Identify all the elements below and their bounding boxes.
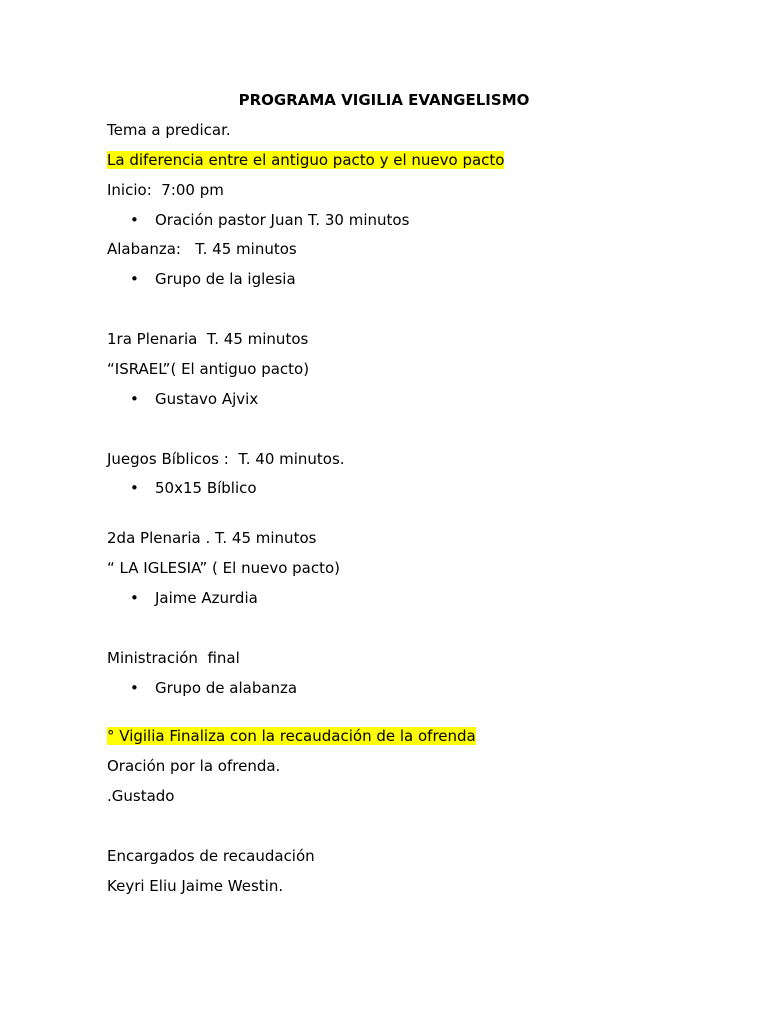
document-title: PROGRAMA VIGILIA EVANGELISMO bbox=[238, 91, 530, 109]
offering-prayer: Oración por la ofrenda. bbox=[107, 757, 281, 775]
topic-label: Tema a predicar. bbox=[107, 121, 231, 139]
collectors-label: Encargados de recaudación bbox=[107, 847, 315, 865]
bullet-icon: • bbox=[130, 589, 139, 607]
worship-group-item: Grupo de la iglesia bbox=[155, 270, 296, 288]
worship-line: Alabanza: T. 45 minutos bbox=[107, 240, 297, 258]
plenary1-theme: “ISRAEL”( El antiguo pacto) bbox=[107, 360, 310, 378]
list-item bbox=[130, 679, 297, 697]
closing-line bbox=[107, 727, 476, 745]
list-item bbox=[130, 270, 296, 288]
ministry-line: Ministración final bbox=[107, 649, 240, 667]
bullet-icon: • bbox=[130, 390, 139, 408]
bullet-icon: • bbox=[130, 270, 139, 288]
list-item bbox=[130, 211, 409, 229]
start-time: Inicio: 7:00 pm bbox=[107, 181, 224, 199]
bullet-icon: • bbox=[130, 211, 139, 229]
plenary1-speaker: Gustavo Ajvix bbox=[155, 390, 259, 408]
ministry-group-item: Grupo de alabanza bbox=[155, 679, 298, 697]
games-item: 50x15 Bíblico bbox=[155, 479, 257, 497]
list-item bbox=[130, 589, 258, 607]
games-line: Juegos Bíblicos : T. 40 minutos. bbox=[107, 450, 345, 468]
bullet-icon: • bbox=[130, 479, 139, 497]
plenary2-speaker: Jaime Azurdia bbox=[155, 589, 258, 607]
topic-line bbox=[107, 151, 504, 169]
collectors-names: Keyri Eliu Jaime Westin. bbox=[107, 877, 284, 895]
list-item bbox=[130, 479, 257, 497]
list-item bbox=[130, 390, 258, 408]
plenary2-line: 2da Plenaria . T. 45 minutos bbox=[107, 529, 317, 547]
bullet-icon: • bbox=[130, 679, 139, 697]
prayer-item: Oración pastor Juan T. 30 minutos bbox=[155, 211, 410, 229]
closing-highlight: ° Vigilia Finaliza con la recaudación de la ofrenda bbox=[107, 727, 476, 745]
plenary2-theme: “ LA IGLESIA” ( El nuevo pacto) bbox=[107, 559, 341, 577]
topic-highlight: La diferencia entre el antiguo pacto y el nuevo pacto bbox=[107, 151, 505, 169]
gustado-line: .Gustado bbox=[107, 787, 175, 805]
plenary1-line: 1ra Plenaria T. 45 minutos bbox=[107, 330, 309, 348]
